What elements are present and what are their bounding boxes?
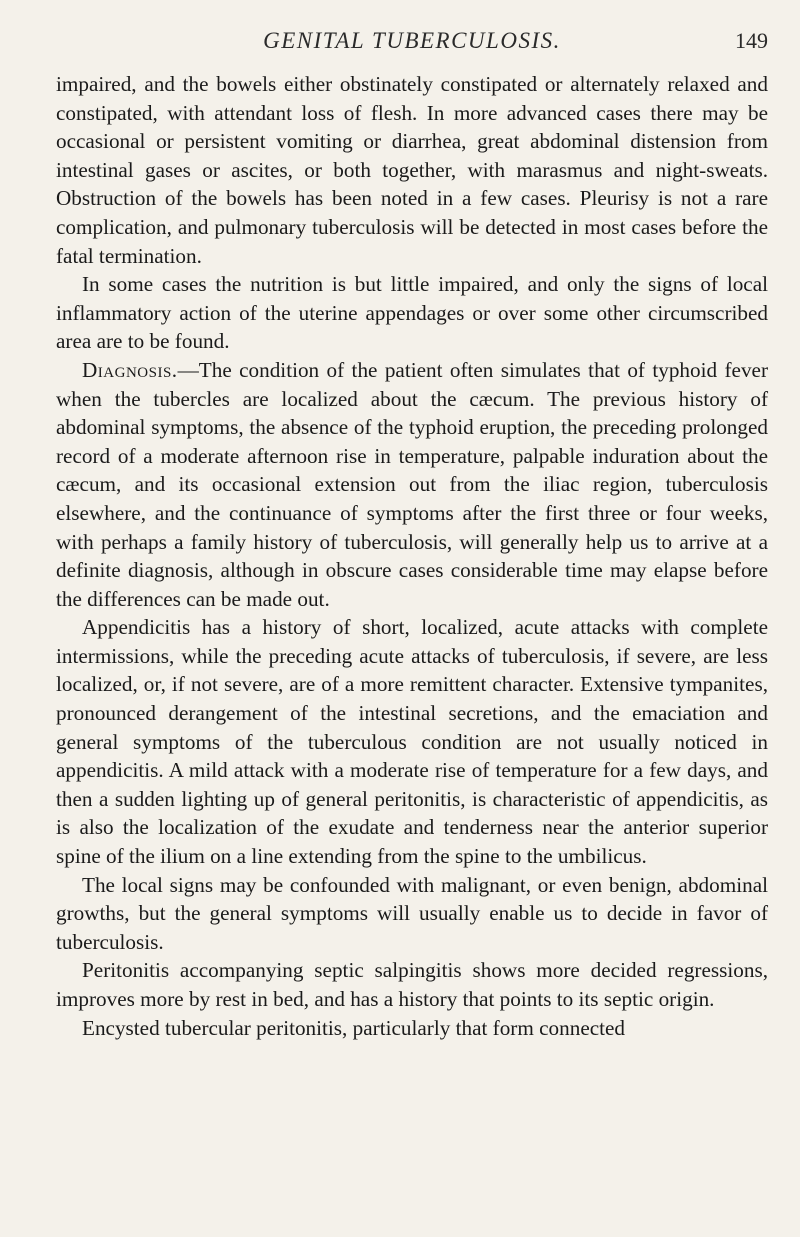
paragraph-text: impaired, and the bowels either obstinately constipated or alternately relaxed and constipated, with attendant loss of flesh. In more advanced cases there may be occasional or persistent vomiting or diarrhea, great abdominal distension from intestinal gases or ascites, or both together, with marasmus and night-sweats. Obstruction of the bowels has been noted in a few cases. Pleurisy is not a rare complication, and pulmonary tuberculosis will be detected in most cases before the fatal termination. xyxy=(56,72,768,268)
paragraph-text: Peritonitis accompanying septic salpingitis shows more decided regressions, improves more by rest in bed, and has a history that points to its septic origin. xyxy=(56,958,768,1011)
paragraph-text: Encysted tubercular peritonitis, particularly that form connected xyxy=(82,1015,626,1040)
paragraph-appendicitis xyxy=(56,613,768,870)
paragraph-encysted-peritonitis xyxy=(56,1014,768,1043)
paragraph-text: Appendicitis has a history of short, localized, acute attacks with complete intermissions, while the preceding acute attacks of tuberculosis, if severe, are less localized, or, if not severe, are of a more remittent character. Extensive tympanites, pronounced derangement of the intestinal secretions, and the emaciation and general symptoms of the tuberculous condition are not usually noticed in appendicitis. A mild attack with a moderate rise of temperature for a few days, and then a sudden lighting up of general peritonitis, is characteristic of appendicitis, as is also the localization of the exudate and tenderness near the anterior superior spine of the ilium on a line extending from the spine to the umbilicus. xyxy=(56,615,768,869)
page-number: 149 xyxy=(735,28,768,53)
paragraph-local-signs xyxy=(56,871,768,957)
paragraph-nutrition xyxy=(56,270,768,356)
paragraph-continued xyxy=(56,70,768,270)
running-title: GENITAL TUBERCULOSIS. xyxy=(263,28,561,53)
section-heading-diagnosis: Diagnosis. xyxy=(82,357,178,382)
paragraph-text: In some cases the nutrition is but little impaired, and only the signs of local inflammatory action of the uterine appendages or over some other circumscribed area are to be found. xyxy=(56,272,768,354)
paragraph-text: The local signs may be confounded with malignant, or even benign, abdominal growths, but the general symptoms will usually enable us to decide in favor of tuberculosis. xyxy=(56,872,768,954)
paragraph-text: —The condition of the patient often simulates that of typhoid fever when the tubercles are localized about the cæcum. The previous history of abdominal symptoms, the absence of the typhoid eruption, the preceding prolonged record of a moderate afternoon rise in temperature, palpable induration about the cæcum, and its occasional extension out from the iliac region, tuberculosis elsewhere, and the continuance of symptoms after the first three or four weeks, with perhaps a family history of tuberculosis, will generally help us to arrive at a definite diagnosis, although in obscure cases considerable time may elapse before the differences can be made out. xyxy=(56,357,768,611)
body-text xyxy=(56,70,768,1042)
paragraph-diagnosis xyxy=(56,356,768,613)
paragraph-septic-salpingitis xyxy=(56,956,768,1013)
running-head xyxy=(56,28,768,62)
